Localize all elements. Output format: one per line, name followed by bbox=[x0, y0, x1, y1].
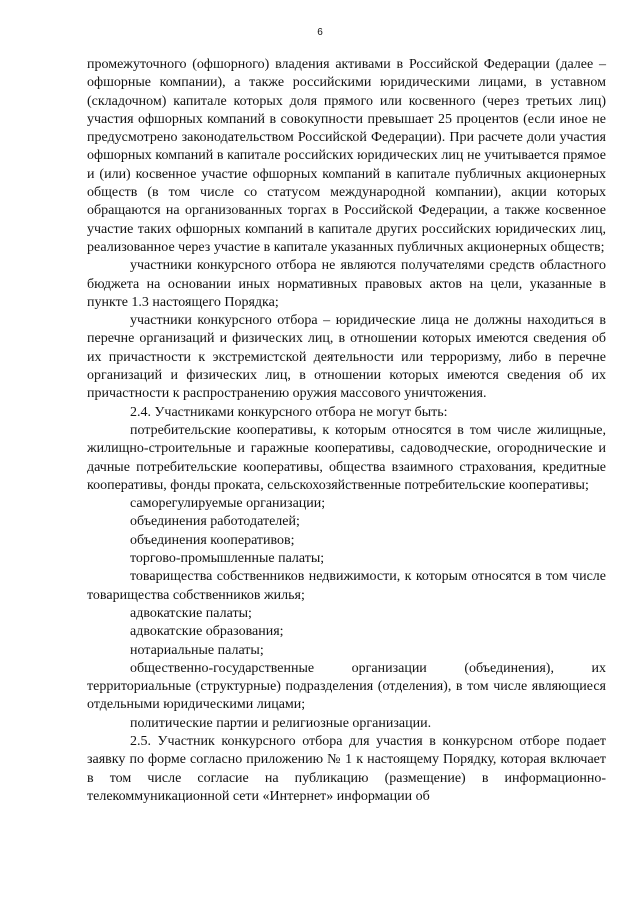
paragraph: объединения работодателей; bbox=[130, 514, 300, 530]
paragraph: участники конкурсного отбора не являются получателями средств областного бюджета на основании иных нормативных правовых актов на цели, указанные в пункте 1.3 настоящего Порядка; bbox=[87, 258, 606, 310]
paragraph: объединения кооперативов; bbox=[130, 532, 295, 548]
paragraph: политические партии и религиозные организации. bbox=[130, 715, 432, 731]
paragraph: потребительские кооперативы, к которым относятся в том числе жилищные, жилищно-строительные и гаражные кооперативы, садоводческие, огороднические и дачные потребительские кооперативы, общества взаимного страхования, кредитные кооперативы, фонды проката, сельскохозяйственные потребительские кооперативы; bbox=[87, 422, 606, 493]
paragraph: участники конкурсного отбора – юридические лица не должны находиться в перечне организаций и физических лиц, в отношении которых имеются сведения об их причастности к экстремистской деятельности или терроризму, либо в перечне организаций и физических лиц, в отношении которых имеются сведения об их причастности к распространению оружия массового уничтожения. bbox=[87, 313, 606, 402]
page-number: 6 bbox=[317, 27, 323, 38]
paragraph: адвокатские палаты; bbox=[130, 605, 252, 621]
paragraph: нотариальные палаты; bbox=[130, 642, 264, 658]
paragraph: торгово-промышленные палаты; bbox=[130, 551, 325, 567]
paragraph: 2.5. Участник конкурсного отбора для участия в конкурсном отборе подает заявку по форме согласно приложению № 1 к настоящему Порядку, которая включает в том числе согласие на публикацию (размещение) в информационно-телекоммуникационной сети «Интернет» информации об bbox=[87, 733, 606, 804]
paragraph: адвокатские образования; bbox=[130, 624, 284, 640]
paragraph: саморегулируемые организации; bbox=[130, 496, 326, 512]
paragraph: общественно-государственные организации (объединения), их территориальные (структурные) подразделения (отделения), в том числе являющиеся отдельными юридическими лицами; bbox=[87, 660, 606, 713]
paragraph: товарищества собственников недвижимости, к которым относятся в том числе товарищества собственников жилья; bbox=[87, 569, 606, 603]
paragraph: 2.4. Участниками конкурсного отбора не могут быть: bbox=[130, 404, 448, 420]
paragraph: промежуточного (офшорного) владения активами в Российской Федерации (далее – офшорные компании), а также российскими юридическими лицами, в уставном (складочном) капитале которых доля прямого или косвенного (через третьих лиц) участия офшорных компаний в совокупности превышает 25 процентов (если иное не предусмотрено законодательством Российской Федерации). При расчете доли участия офшорных компаний в капитале российских юридических лиц не учитывается прямое и (или) косвенное участие офшорных компаний в капитале публичных акционерных обществ (в том числе со статусом международной компании), акции которых обращаются на организованных торгах в Российской Федерации, а также косвенное участие таких офшорных компаний в капитале других российских юридических лиц, реализованное через участие в капитале указанных публичных акционерных обществ; bbox=[87, 57, 606, 255]
document-body bbox=[87, 56, 606, 806]
